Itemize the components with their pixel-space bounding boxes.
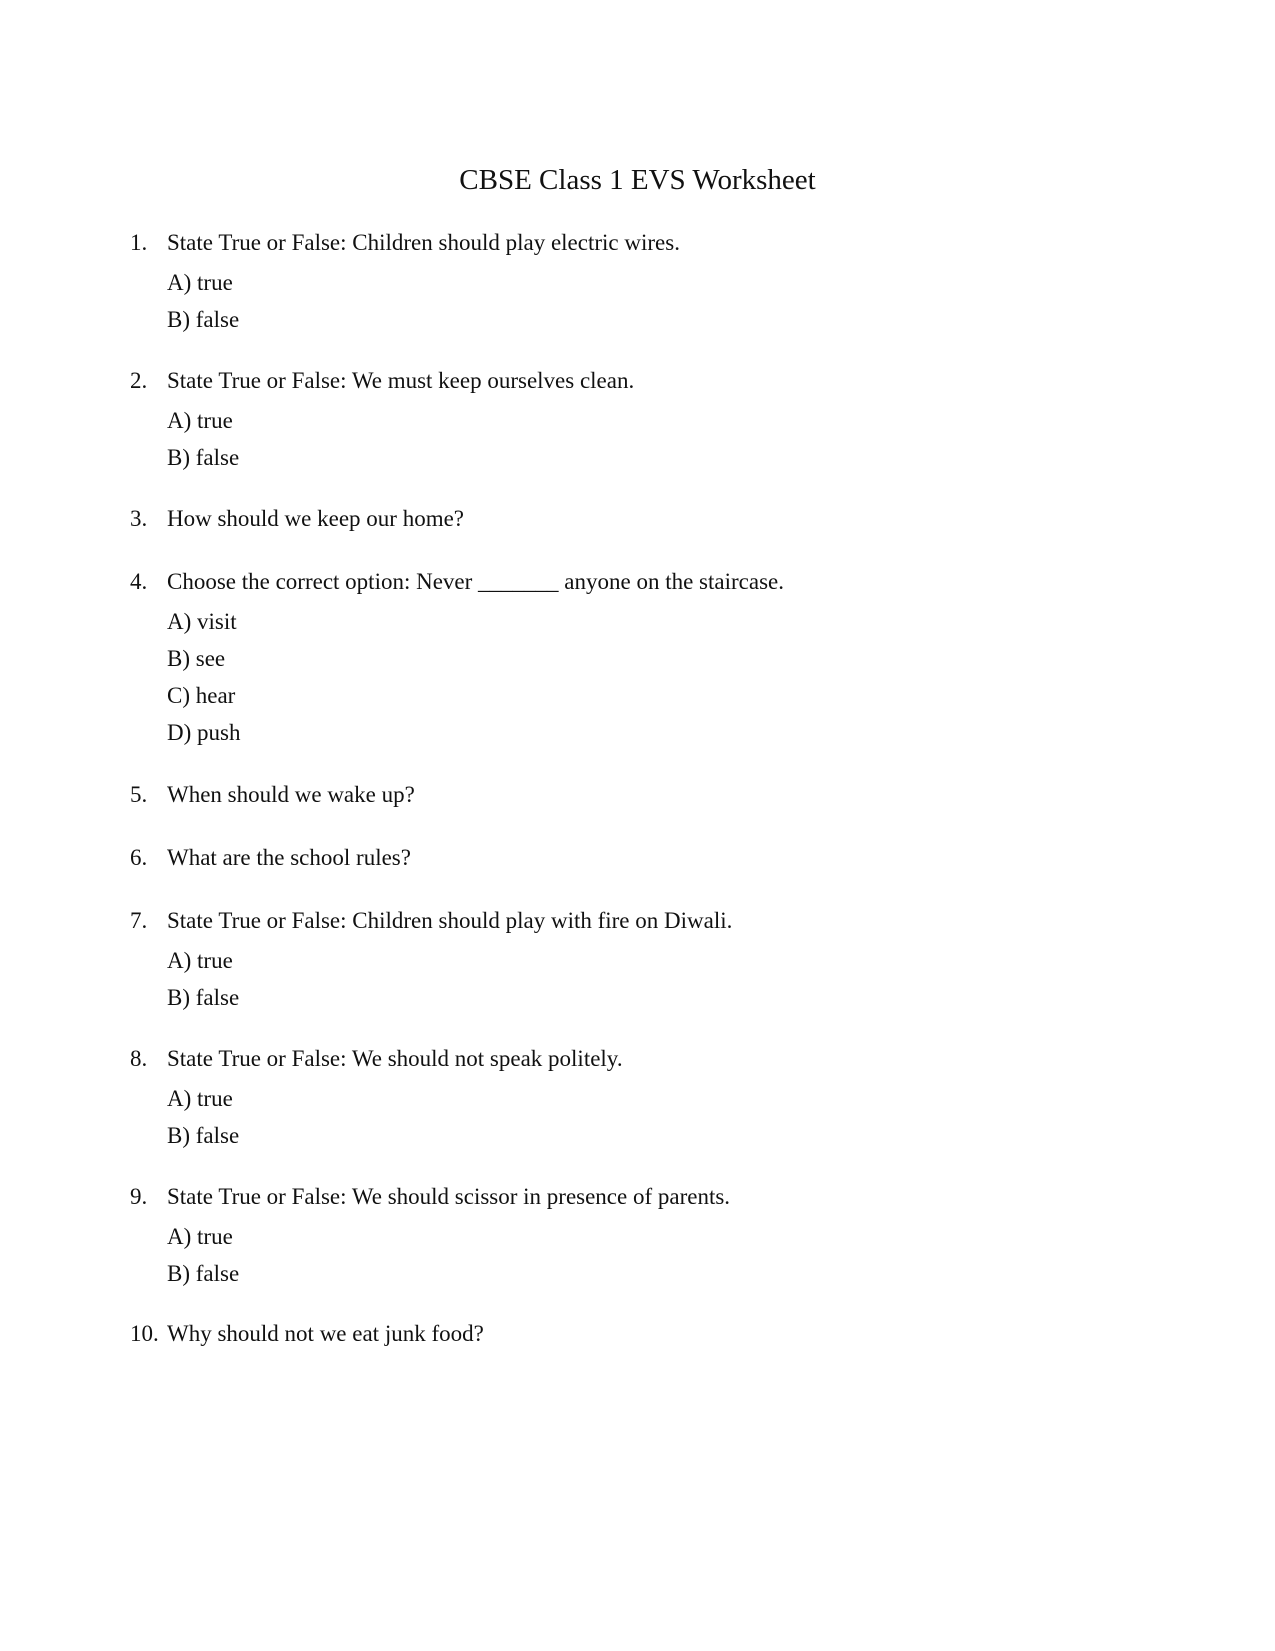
answer-option: B) false [167, 307, 240, 332]
question-number: 9. [130, 1184, 148, 1209]
question-number: 3. [130, 506, 148, 531]
question-text: State True or False: Children should play with fire on Diwali. [167, 908, 733, 933]
question-text: State True or False: We should scissor in presence of parents. [167, 1184, 731, 1209]
answer-option: B) see [167, 646, 226, 671]
question-text: When should we wake up? [167, 782, 415, 807]
answer-option: C) hear [167, 683, 236, 708]
answer-option: A) visit [167, 609, 237, 634]
question-number: 4. [130, 569, 148, 594]
answer-option: A) true [167, 948, 233, 973]
question-text: State True or False: We must keep ourselves clean. [167, 368, 635, 393]
question-number: 2. [130, 368, 148, 393]
question-number: 1. [130, 230, 148, 255]
question-number: 6. [130, 845, 148, 870]
answer-option: A) true [167, 1086, 233, 1111]
answer-option: A) true [167, 270, 233, 295]
page-title: CBSE Class 1 EVS Worksheet [459, 164, 816, 196]
question-text: How should we keep our home? [167, 506, 465, 531]
question-text: State True or False: We should not speak politely. [167, 1046, 623, 1071]
answer-option: D) push [167, 720, 241, 745]
question-text: What are the school rules? [167, 845, 411, 870]
answer-option: A) true [167, 408, 233, 433]
answer-option: A) true [167, 1224, 233, 1249]
question-number: 5. [130, 782, 148, 807]
answer-option: B) false [167, 1261, 240, 1286]
question-number: 7. [130, 908, 148, 933]
answer-option: B) false [167, 1123, 240, 1148]
question-text: State True or False: Children should play electric wires. [167, 230, 680, 255]
question-text: Choose the correct option: Never _______ anyone on the staircase. [167, 569, 784, 594]
question-text: Why should not we eat junk food? [167, 1321, 484, 1346]
question-number: 8. [130, 1046, 148, 1071]
answer-option: B) false [167, 445, 240, 470]
question-number: 10. [130, 1321, 159, 1346]
answer-option: B) false [167, 985, 240, 1010]
